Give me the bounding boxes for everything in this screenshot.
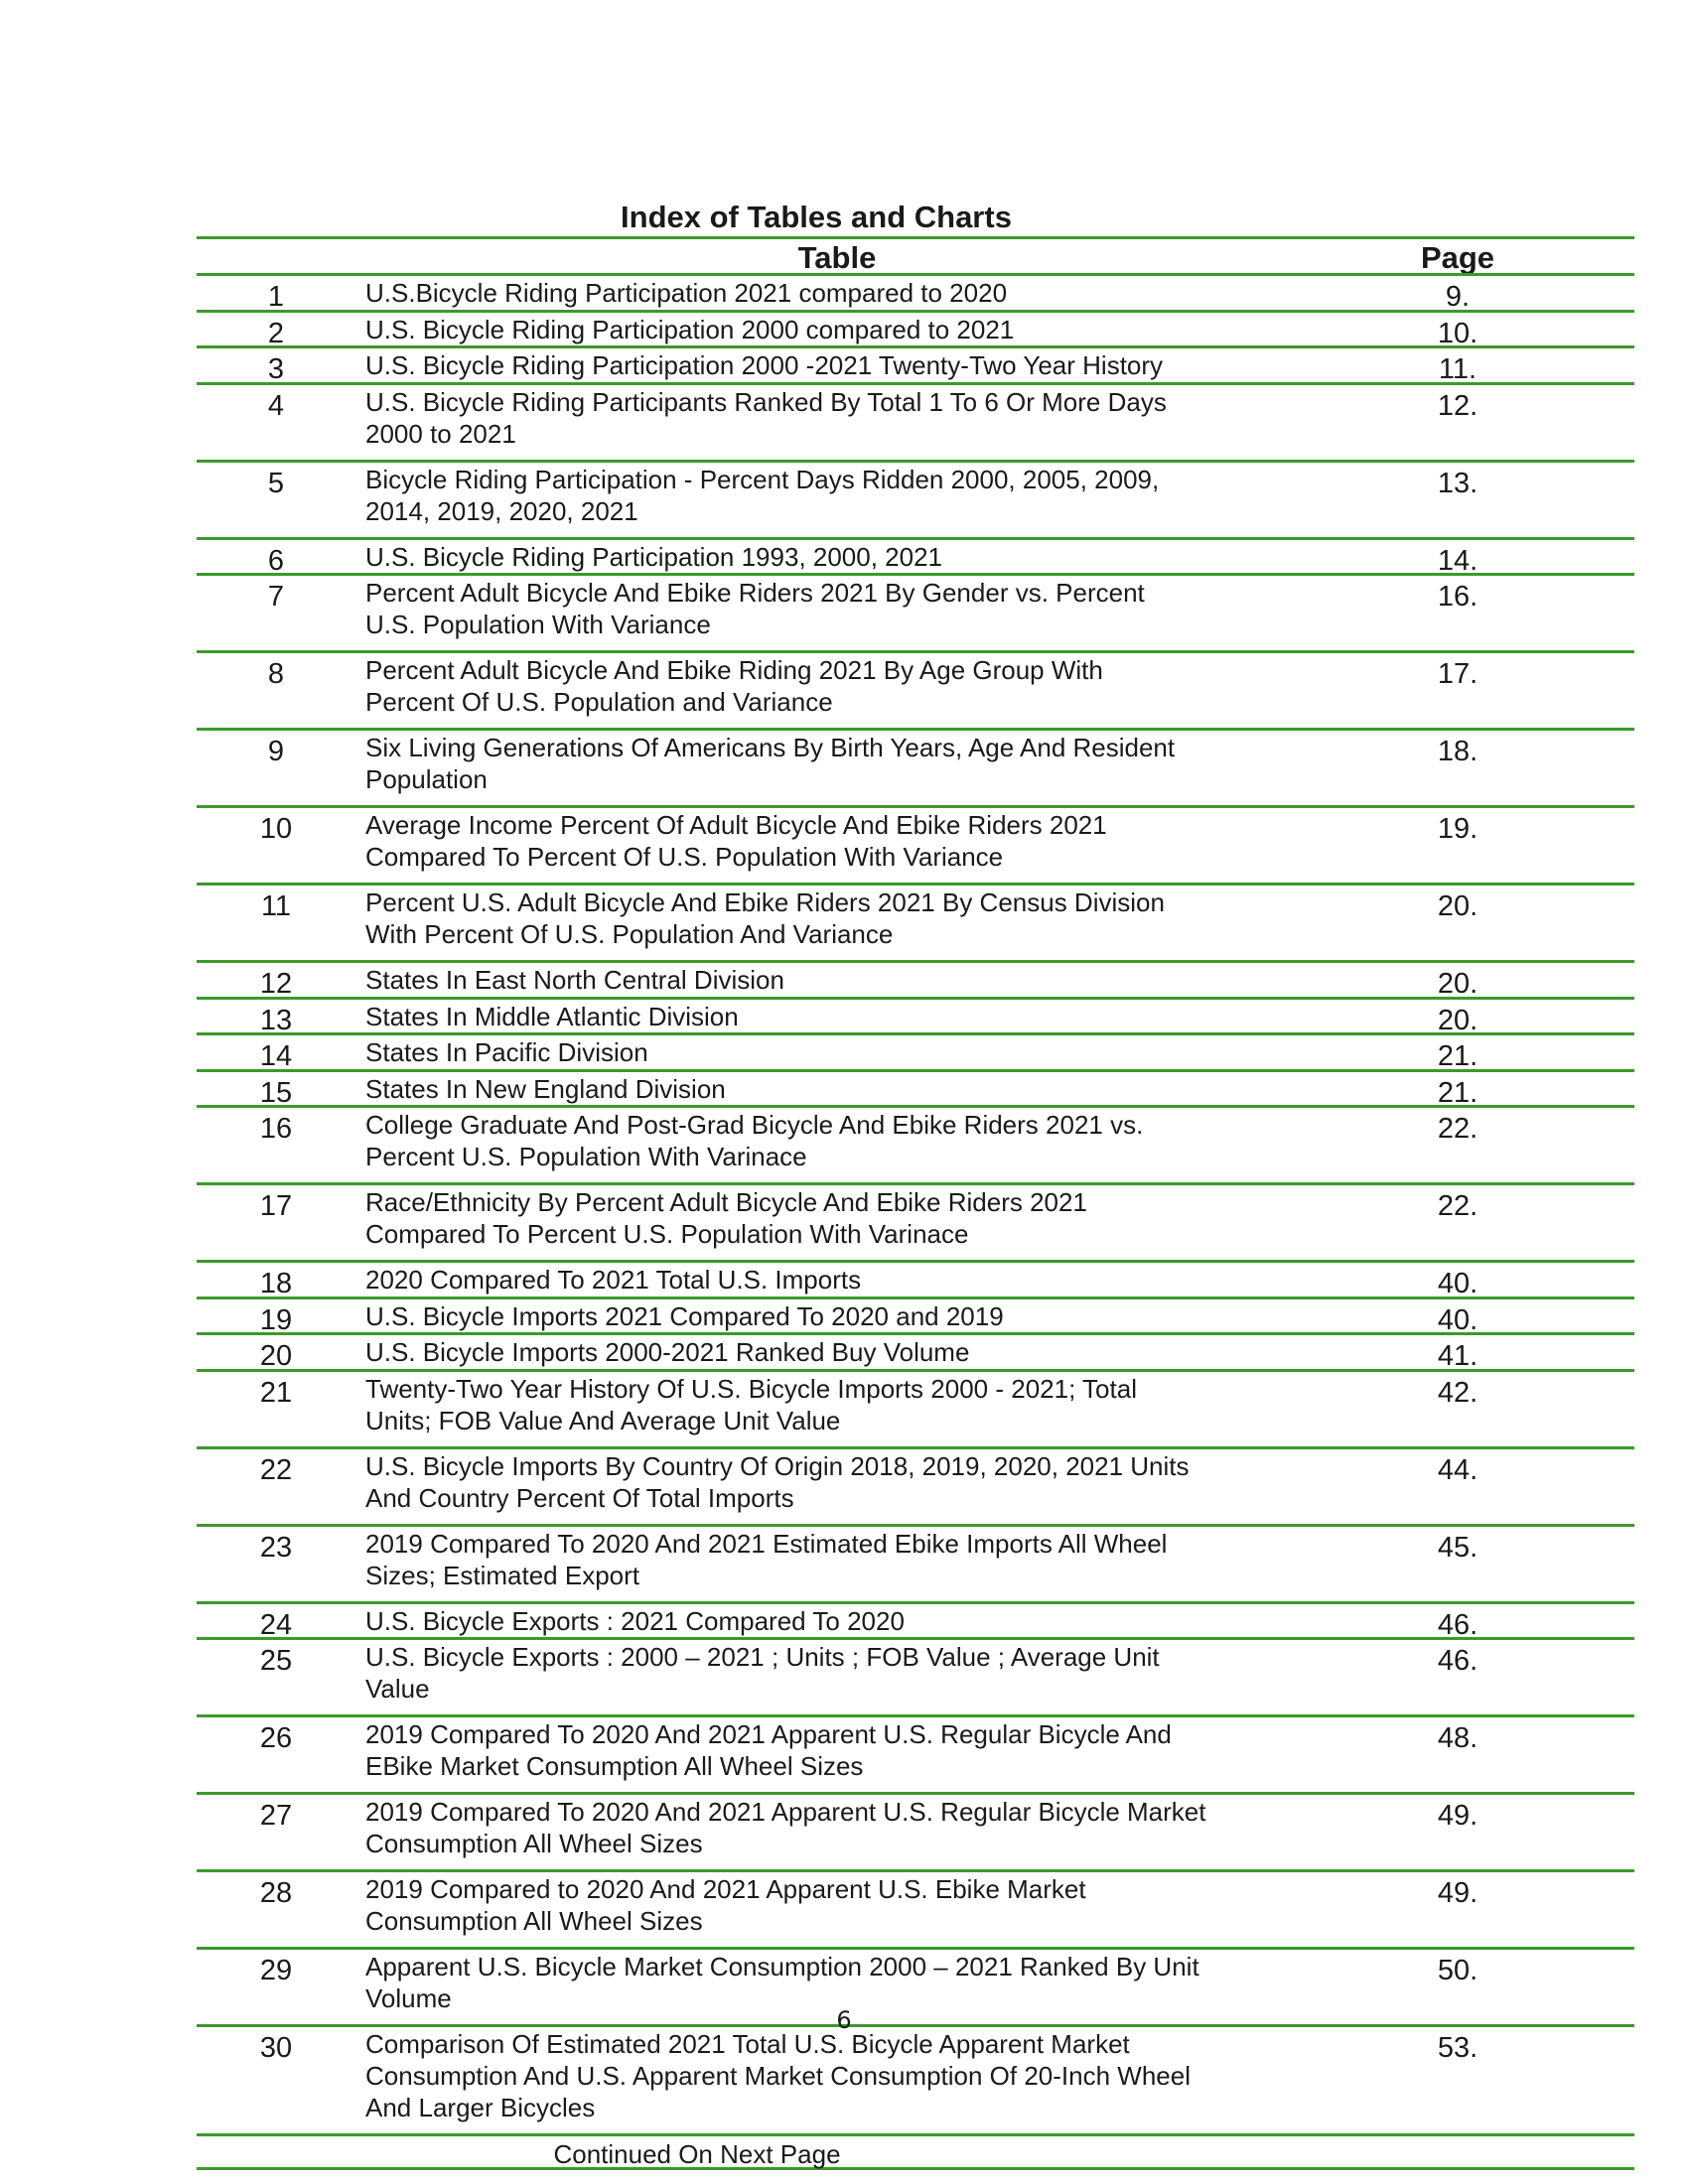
table-title: U.S. Bicycle Riding Participation 2000 -2021 Twenty-Two Year History <box>365 350 1164 380</box>
table-row <box>197 1105 1634 1182</box>
table-number: 19 <box>259 1303 293 1336</box>
table-title: Race/Ethnicity By Percent Adult Bicycle And Ebike Riders 2021 Compared To Percent U.S. Population With Varinace <box>365 1187 1087 1249</box>
table-page-number: 18. <box>1437 736 1478 767</box>
table-title: U.S. Bicycle Riding Participation 2000 compared to 2021 <box>365 314 1015 344</box>
table-row <box>197 345 1634 385</box>
table-title: U.S. Bicycle Exports : 2021 Compared To 2020 <box>365 1605 905 1636</box>
table-page-number: 46. <box>1437 1645 1478 1677</box>
table-title: Twenty-Two Year History Of U.S. Bicycle Imports 2000 - 2021; Total Units; FOB Value And Average Unit Value <box>365 1373 1137 1435</box>
table-column-header: Table <box>797 240 877 275</box>
table-row <box>197 573 1634 650</box>
table-title: 2020 Compared To 2021 Total U.S. Imports <box>365 1265 862 1295</box>
table-title: College Graduate And Post-Grad Bicycle And Ebike Riders 2021 vs. Percent U.S. Population With Varinace <box>365 1110 1144 1171</box>
table-page-number: 41. <box>1437 1340 1478 1372</box>
table-title: U.S. Bicycle Imports 2000-2021 Ranked Buy Volume <box>365 1337 970 1367</box>
table-title: 2019 Compared To 2020 And 2021 Apparent U.S. Regular Bicycle And EBike Market Consumption All Wheel Sizes <box>365 1719 1172 1781</box>
table-number: 3 <box>267 353 285 385</box>
table-row <box>197 1032 1634 1072</box>
table-page-number: 22. <box>1437 1113 1478 1145</box>
table-number: 14 <box>259 1040 293 1072</box>
table-row <box>197 650 1634 728</box>
table-title: Six Living Generations Of Americans By Birth Years, Age And Resident Population <box>365 733 1176 794</box>
table-page-number: 44. <box>1437 1453 1478 1486</box>
table-row <box>197 805 1634 883</box>
table-page-number: 14. <box>1437 544 1478 577</box>
table-title: States In Middle Atlantic Division <box>365 1001 739 1031</box>
table-page-number: 17. <box>1437 658 1478 690</box>
table-page-number: 45. <box>1437 1531 1478 1564</box>
table-number: 2 <box>267 317 285 349</box>
table-row <box>197 1182 1634 1260</box>
table-row <box>197 1332 1634 1372</box>
table-page-number: 12. <box>1437 389 1478 422</box>
table-page-number: 11. <box>1438 353 1477 385</box>
table-number: 4 <box>267 389 285 422</box>
table-page-number: 53. <box>1437 2032 1478 2064</box>
table-number: 8 <box>267 658 285 690</box>
table-row <box>197 960 1634 1000</box>
table-row <box>197 1601 1634 1641</box>
table-number: 12 <box>259 968 293 1000</box>
table-page-number: 19. <box>1437 813 1478 845</box>
table-title: Percent Adult Bicycle And Ebike Riders 2021 By Gender vs. Percent U.S. Population With Variance <box>365 578 1145 639</box>
table-title: U.S. Bicycle Imports 2021 Compared To 2020 and 2019 <box>365 1300 1004 1331</box>
table-number: 1 <box>267 281 285 313</box>
table-page-number: 49. <box>1437 1800 1478 1832</box>
table-number: 10 <box>259 813 293 845</box>
table-title: Apparent U.S. Bicycle Market Consumption 2000 – 2021 Ranked By Unit Volume <box>365 1952 1199 2013</box>
table-title: U.S. Bicycle Riding Participation 1993, 2000, 2021 <box>365 541 943 572</box>
table-row <box>197 1297 1634 1336</box>
table-page-number: 16. <box>1437 581 1478 613</box>
table-page-number: 50. <box>1437 1955 1478 1986</box>
table-page-number: 9. <box>1445 281 1471 313</box>
table-page-number: 49. <box>1437 1877 1478 1909</box>
page-column-header: Page <box>1420 240 1495 275</box>
table-row <box>197 1260 1634 1297</box>
table-page-number: 22. <box>1437 1190 1478 1222</box>
table-number: 26 <box>259 1722 293 1754</box>
table-number: 20 <box>259 1340 293 1372</box>
table-row <box>197 1446 1634 1524</box>
table-page-number: 48. <box>1437 1722 1478 1754</box>
table-page-number: 21. <box>1437 1040 1478 1072</box>
table-title: 2019 Compared To 2020 And 2021 Estimated Ebike Imports All Wheel Sizes; Estimated Export <box>365 1528 1168 1590</box>
table-number: 30 <box>259 2032 293 2064</box>
table-row <box>197 537 1634 577</box>
table-number: 5 <box>267 467 285 499</box>
table-row <box>197 1714 1634 1792</box>
table-title: 2019 Compared to 2020 And 2021 Apparent U.S. Ebike Market Consumption All Wheel Sizes <box>365 1874 1086 1936</box>
table-page-number: 20. <box>1437 1004 1478 1036</box>
table-number: 15 <box>259 1076 293 1109</box>
table-row <box>197 1792 1634 1869</box>
table-page-number: 40. <box>1437 1268 1478 1299</box>
table-page-number: 21. <box>1437 1076 1478 1109</box>
table-page-number: 42. <box>1437 1376 1478 1409</box>
table-number: 17 <box>259 1190 293 1222</box>
index-title: Index of Tables and Charts <box>621 200 1012 234</box>
table-number: 29 <box>259 1955 293 1986</box>
table-title: Percent Adult Bicycle And Ebike Riding 2021 By Age Group With Percent Of U.S. Population and Variance <box>365 655 1103 717</box>
table-number: 21 <box>259 1376 293 1409</box>
table-title: Average Income Percent Of Adult Bicycle And Ebike Riders 2021 Compared To Percent Of U.S. Population With Variance <box>365 810 1107 872</box>
table-page-number: 20. <box>1437 890 1478 922</box>
table-page-number: 10. <box>1437 317 1478 349</box>
table-title: Bicycle Riding Participation - Percent Days Ridden 2000, 2005, 2009, 2014, 2019, 2020, 2021 <box>365 464 1160 526</box>
table-title: Comparison Of Estimated 2021 Total U.S. Bicycle Apparent Market Consumption And U.S. Apparent Market Consumption Of 20-Inch Wheel And Larger Bicycles <box>365 2029 1191 2122</box>
continued-row <box>197 2133 1634 2170</box>
table-number: 28 <box>259 1877 293 1909</box>
index-table <box>197 236 1634 2170</box>
table-row <box>197 1637 1634 1714</box>
table-page-number: 40. <box>1437 1303 1478 1336</box>
page-number: 6 <box>836 2006 852 2034</box>
table-row <box>197 1369 1634 1446</box>
table-page-number: 46. <box>1437 1608 1478 1641</box>
table-page-number: 20. <box>1437 968 1478 1000</box>
table-number: 23 <box>259 1531 293 1564</box>
table-title: U.S. Bicycle Imports By Country Of Origin 2018, 2019, 2020, 2021 Units And Country Percent Of Total Imports <box>365 1450 1190 1513</box>
table-number: 9 <box>267 736 285 767</box>
table-header-row <box>197 236 1634 273</box>
table-number: 13 <box>259 1004 293 1036</box>
table-title: U.S.Bicycle Riding Participation 2021 compared to 2020 <box>365 278 1008 308</box>
table-number: 18 <box>259 1268 293 1299</box>
table-row <box>197 997 1634 1036</box>
table-number: 24 <box>259 1608 293 1641</box>
table-row <box>197 883 1634 960</box>
table-row <box>197 382 1634 460</box>
table-row <box>197 273 1634 313</box>
table-page-number: 13. <box>1437 467 1478 499</box>
table-row <box>197 1524 1634 1601</box>
table-number: 11 <box>260 890 292 922</box>
table-number: 27 <box>259 1800 293 1832</box>
table-row <box>197 460 1634 537</box>
table-row <box>197 1069 1634 1109</box>
table-title: States In Pacific Division <box>365 1037 648 1067</box>
table-row <box>197 728 1634 805</box>
table-number: 16 <box>259 1113 293 1145</box>
table-number: 6 <box>267 544 285 577</box>
table-title: 2019 Compared To 2020 And 2021 Apparent U.S. Regular Bicycle Market Consumption All Wheel Sizes <box>365 1797 1206 1858</box>
table-title: States In East North Central Division <box>365 965 784 995</box>
table-number: 25 <box>259 1645 293 1677</box>
table-row <box>197 310 1634 349</box>
table-row <box>197 2024 1634 2133</box>
table-number: 7 <box>267 581 285 613</box>
table-title: U.S. Bicycle Riding Participants Ranked By Total 1 To 6 Or More Days 2000 to 2021 <box>365 386 1167 449</box>
table-title: States In New England Division <box>365 1073 726 1104</box>
table-title: U.S. Bicycle Exports : 2000 – 2021 ; Units ; FOB Value ; Average Unit Value <box>365 1642 1160 1704</box>
table-title: Percent U.S. Adult Bicycle And Ebike Riders 2021 By Census Division With Percent Of U.S. Population And Variance <box>365 887 1165 949</box>
continued-label: Continued On Next Page <box>553 2138 841 2169</box>
table-number: 22 <box>259 1453 293 1486</box>
table-row <box>197 1869 1634 1947</box>
